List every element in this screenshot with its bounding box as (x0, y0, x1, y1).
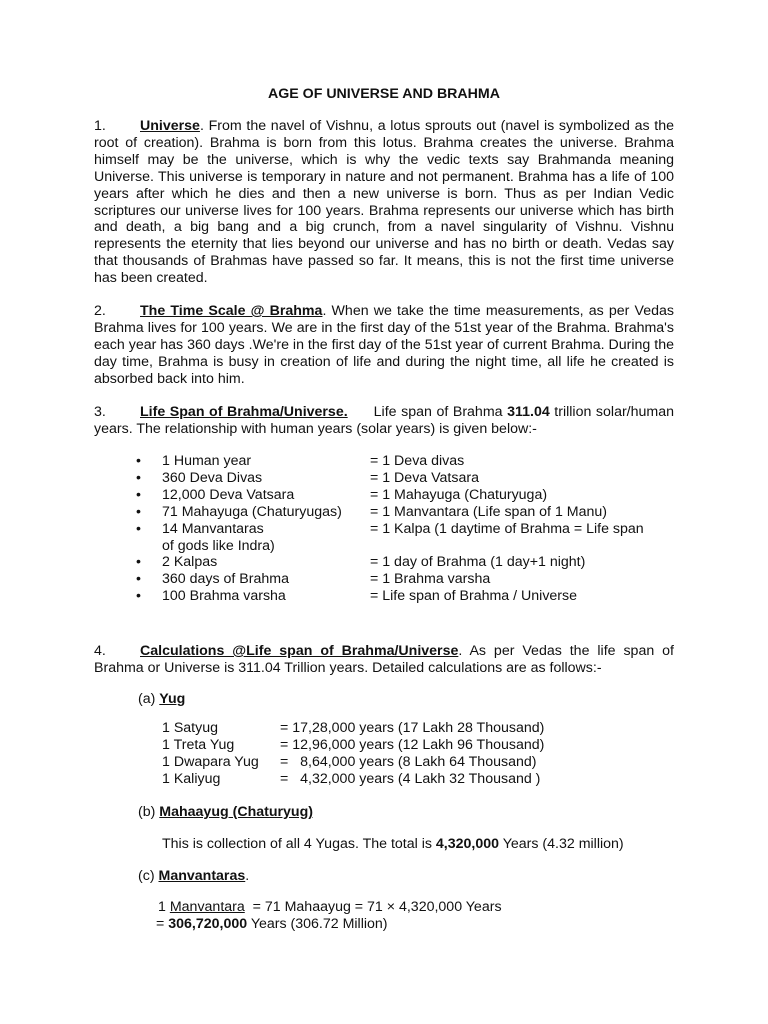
section-manvantaras: (c) Manvantaras. (138, 868, 250, 884)
paragraph-number: 4. (94, 643, 106, 659)
section-heading: Mahaayug (Chaturyug) (159, 804, 313, 820)
paragraph-text: . From the navel of Vishnu, a lotus sprouts out (navel is symbolized as the root of creation). Brahma is born from this lotus. Brahma creates the universe. Brahma himself may be the universe, which is why the vedic texts say Brahmanda meaning Universe. This universe is temporary in nature and not permanent. Brahma has a life of 100 years after which he dies and then a new universe is born. Thus as per Indian Vedic scriptures our universe lives for 100 years. Brahma represents our universe which has birth and death, a big bang and a big crunch, from a navel singularity of Vishnu. Vishnu represents the eternity that lies beyond our universe and has no birth or death. Vedas say that thousands of Brahmas have passed so far. It means, this is not the first time universe has been created. (94, 118, 674, 287)
table-row: 1 Dwapara Yug = 8,64,000 years (8 Lakh 64 Thousand) (162, 753, 537, 770)
paragraph-heading: Universe (140, 118, 200, 134)
paragraph-calculations (94, 643, 674, 677)
paragraph-time-scale (94, 303, 674, 388)
time-relationship-list (136, 453, 696, 605)
bullet-icon: • (136, 571, 141, 588)
paragraph-text: . When we take the time measurements, as per Vedas Brahma lives for 100 years. We are in the first day of the 51st year of the Brahma. Brahma's each year has 360 days .We're in the first day of the 51st year of current Brahma. During the day time, Brahma is busy in creation of life and during the night time, all life he created is absorbed back into him. (94, 303, 674, 387)
yug-table (162, 720, 544, 788)
paragraph-universe (94, 118, 674, 287)
paragraph-text: trillion solar/human years. The relationship with human years (solar years) is given below:- (94, 404, 675, 437)
bullet-icon: • (136, 469, 141, 486)
life-span-value: 311.04 (507, 404, 550, 420)
section-yug: (a) Yug (138, 691, 186, 707)
bullet-icon: • (136, 554, 141, 571)
paragraph-heading: Life Span of Brahma/Universe. (140, 404, 348, 420)
paragraph-heading: Calculations @Life span of Brahma/Universe (140, 643, 459, 659)
list-item: • 2 Kalpas = 1 day of Brahma (1 day+1 night) (136, 554, 586, 571)
paragraph-text: Life span of Brahma (373, 404, 508, 420)
manvantara-equation: 1 Manvantara = 71 Mahaayug = 71 × 4,320,000 Years (158, 899, 502, 915)
list-item: • 71 Mahayuga (Chaturyugas) = 1 Manvantara (Life span of 1 Manu) (136, 503, 607, 520)
bullet-icon: • (136, 503, 141, 520)
list-item: • 1 Human year = 1 Deva divas (136, 453, 465, 469)
manvantara-result: = 306,720,000 Years (306.72 Million) (156, 916, 388, 932)
bullet-icon: • (136, 520, 141, 537)
list-item: • 12,000 Deva Vatsara = 1 Mahayuga (Chaturyuga) (136, 486, 548, 503)
paragraph-number: 3. (94, 404, 106, 420)
table-row: 1 Treta Yug = 12,96,000 years (12 Lakh 96 Thousand) (162, 736, 545, 753)
section-heading: Manvantaras (158, 868, 246, 884)
list-item: • 360 days of Brahma = 1 Brahma varsha (136, 571, 491, 588)
section-heading: Yug (159, 691, 186, 707)
mahaayug-text: This is collection of all 4 Yugas. The total is 4,320,000 Years (4.32 million) (162, 836, 624, 852)
manvantara-total: 306,720,000 (168, 916, 248, 932)
list-item: • 360 Deva Divas = 1 Deva Vatsara (136, 469, 479, 486)
bullet-icon: • (136, 486, 141, 503)
list-item: • 100 Brahma varsha = Life span of Brahma / Universe (136, 588, 578, 605)
paragraph-number: 2. (94, 303, 106, 319)
paragraph-life-span (94, 404, 674, 438)
list-item: • 14 Manvantaras = 1 Kalpa (1 daytime of Brahma = Life span of gods like Indra) (136, 520, 644, 554)
table-row: 1 Satyug = 17,28,000 years (17 Lakh 28 Thousand) (162, 720, 545, 736)
page-title: AGE OF UNIVERSE AND BRAHMA (267, 86, 500, 102)
mahaayug-total: 4,320,000 (435, 836, 500, 852)
section-mahaayug: (b) Mahaayug (Chaturyug) (138, 804, 313, 820)
bullet-icon: • (136, 453, 141, 469)
paragraph-heading: The Time Scale @ Brahma (140, 303, 323, 319)
paragraph-text: . As per Vedas the life span of Brahma or Universe is 311.04 Trillion years. Detailed calculations are as follows:- (94, 643, 674, 676)
paragraph-number: 1. (94, 118, 106, 134)
table-row: 1 Kaliyug = 4,32,000 years (4 Lakh 32 Thousand ) (162, 770, 541, 787)
bullet-icon: • (136, 588, 141, 605)
